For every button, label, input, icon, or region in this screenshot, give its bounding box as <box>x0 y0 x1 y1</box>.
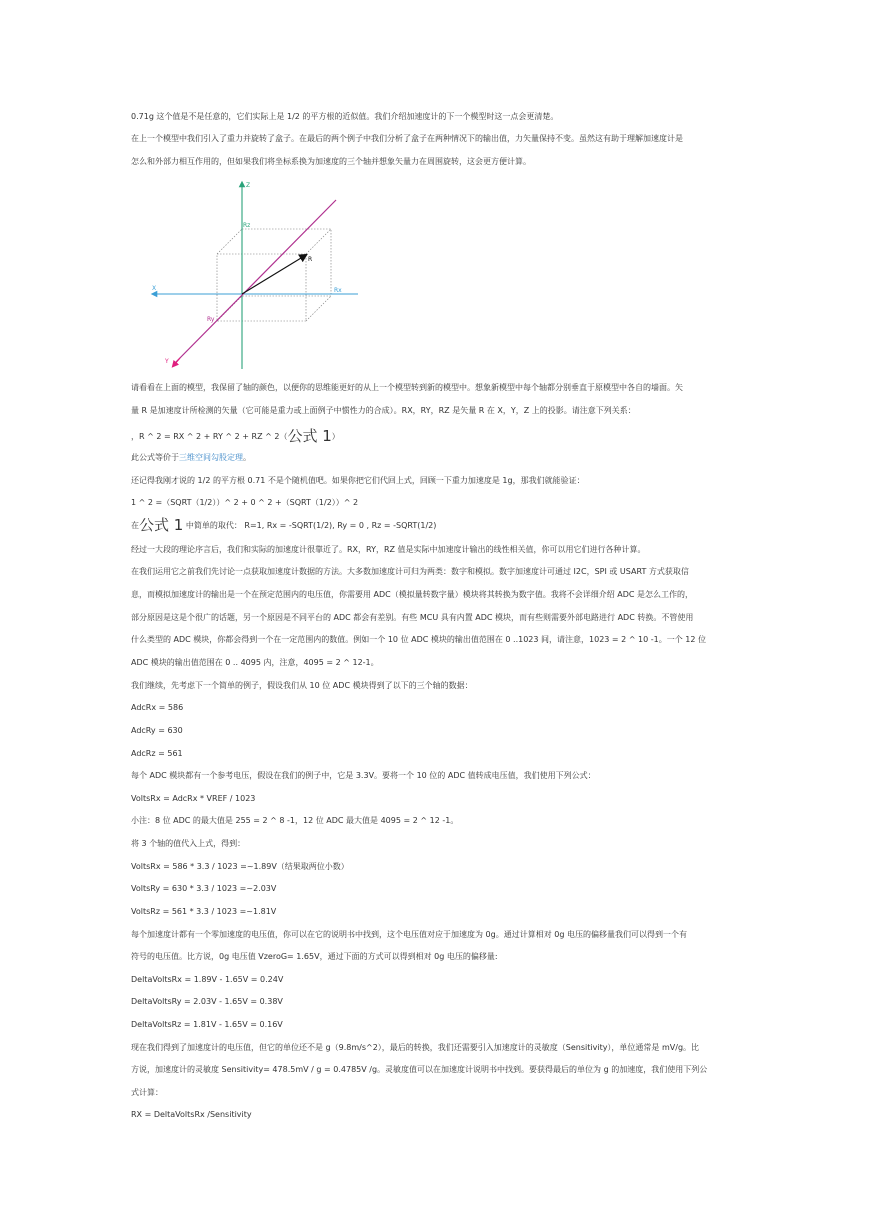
paragraph: 请看看在上面的模型，我保留了轴的颜色，以便你的思维能更好的从上一个模型转到新的模型中。想象新模型中每个轴都分别垂直于原模型中各自的墙面。矢 <box>131 383 683 392</box>
adc-value: AdcRx = 586 <box>131 703 184 712</box>
formula-1 <box>131 427 751 445</box>
rx-label: Rx <box>334 287 342 294</box>
paragraph: 在我们运用它之前我们先讨论一点获取加速度计数据的方法。大多数加速度计可归为两类：数字和模拟。数字加速度计可通过 I2C，SPI 或 USART 方式获取信 <box>131 567 689 576</box>
delta-value: DeltaVoltsRz = 1.81V - 1.65V = 0.16V <box>131 1020 283 1029</box>
paragraph: 量 R 是加速度计所检测的矢量（它可能是重力或上面例子中惯性力的合成）。RX，RY，RZ 是矢量 R 在 X，Y，Z 上的投影。请注意下列关系： <box>131 406 636 415</box>
paragraph: 我们继续，先考虑下一个简单的例子，假设我们从 10 位 ADC 模块得到了以下的三个轴的数据： <box>131 681 473 690</box>
paragraph: 息，而模拟加速度计的输出是一个在预定范围内的电压值，你需要用 ADC（模拟量转数字量）模块将其转换为数字值。我将不会详细介绍 ADC 是怎么工作的， <box>131 590 694 599</box>
y-axis-arrow <box>174 358 180 365</box>
paragraph: 还记得我刚才说的 1/2 的平方根 0.71 不是个随机值吧。如果你把它们代回上式，回顾一下重力加速度是 1g，那我们就能验证： <box>131 476 585 485</box>
ry-label: Ry <box>207 316 215 323</box>
pythagorean-link[interactable]: 三维空间勾股定理 <box>179 453 243 462</box>
volts-value: VoltsRy = 630 * 3.3 / 1023 =~2.03V <box>131 884 277 893</box>
volts-value: VoltsRx = 586 * 3.3 / 1023 =~1.89V（结果取两位小数） <box>131 862 349 871</box>
delta-value: DeltaVoltsRx = 1.89V - 1.65V = 0.24V <box>131 975 284 984</box>
paragraph: 部分原因是这是个很广的话题，另一个原因是不同平台的 ADC 都会有差别。有些 MCU 具有内置 ADC 模块，而有些则需要外部电路进行 ADC 转换。不管使用 <box>131 613 694 622</box>
final-formula: RX = DeltaVoltsRx /Sensitivity <box>131 1110 252 1119</box>
paragraph: 每个 ADC 模块都有一个参考电压，假设在我们的例子中，它是 3.3V。要将一个 10 位的 ADC 值转成电压值，我们使用下列公式： <box>131 771 596 780</box>
r-label: R <box>308 256 313 263</box>
adc-value: AdcRz = 561 <box>131 749 183 758</box>
note: 小注：8 位 ADC 的最大值是 255 = 2 ^ 8 -1，12 位 ADC 最大值是 4095 = 2 ^ 12 -1。 <box>131 816 459 825</box>
r-vector <box>242 255 306 294</box>
text: 。 <box>243 453 251 462</box>
text: 此公式等价于 <box>131 453 179 462</box>
formula-text: ） <box>331 432 340 441</box>
volts-value: VoltsRz = 561 * 3.3 / 1023 =~1.81V <box>131 907 277 916</box>
paragraph: 将 3 个轴的值代入上式，得到： <box>131 839 246 848</box>
formula-text: ，R ^ 2 = RX ^ 2 + RY ^ 2 + RZ ^ 2（ <box>131 432 288 441</box>
paragraph: 什么类型的 ADC 模块，你都会得到一个在一定范围内的数值。例如一个 10 位 ADC 模块的输出值范围在 0 ..1023 间，请注意，1023 = 2 ^ 10 -1。一个 12 位 <box>131 635 707 644</box>
paragraph: 符号的电压值。比方说，0g 电压值 VzeroG= 1.65V，通过下面的方式可以得到相对 0g 电压的偏移量: <box>131 952 498 961</box>
rz-label: Rz <box>243 222 251 229</box>
y-axis <box>173 200 336 365</box>
paragraph: 0.71g 这个值是不是任意的，它们实际上是 1/2 的平方根的近似值。我们介绍加速度计的下一个模型时这一点会更清楚。 <box>131 112 559 121</box>
formula-label: 公式 1 <box>139 516 184 534</box>
paragraph: 式计算： <box>131 1088 163 1097</box>
x-label: X <box>152 285 157 292</box>
paragraph <box>131 453 751 463</box>
paragraph: 怎么和外部力相互作用的，但如果我们将坐标系换为加速度的三个轴并想象矢量力在周围旋转，这会更方便计算。 <box>131 157 531 166</box>
paragraph: 方说，加速度计的灵敏度 Sensitivity= 478.5mV / g = 0.4785V /g。灵敏度值可以在加速度计说明书中找到。要获得最后的单位为 g 的加速度，我们使用下列公 <box>131 1065 708 1074</box>
formula-label: 公式 1 <box>287 427 332 445</box>
paragraph: 现在我们得到了加速度计的电压值，但它的单位还不是 g（9.8m/s^2），最后的转换，我们还需要引入加速度计的灵敏度（Sensitivity），单位通常是 mV/g。比 <box>131 1043 700 1052</box>
z-label: Z <box>246 182 251 189</box>
delta-value: DeltaVoltsRy = 2.03V - 1.65V = 0.38V <box>131 997 283 1006</box>
paragraph: 每个加速度计都有一个零加速度的电压值，你可以在它的说明书中找到，这个电压值对应于加速度为 0g。通过计算相对 0g 电压的偏移量我们可以得到一个有 <box>131 930 687 939</box>
paragraph: ADC 模块的输出值范围在 0 .. 4095 内，注意，4095 = 2 ^ 12-1。 <box>131 658 379 667</box>
formula-2: 1 ^ 2 =（SQRT（1/2））^ 2 + 0 ^ 2 +（SQRT（1/2））^ 2 <box>131 498 359 507</box>
text: 中简单的取代： R=1, Rx = -SQRT(1/2), Ry = 0 , Rz = -SQRT(1/2) <box>183 521 437 530</box>
volts-formula: VoltsRx = AdcRx * VREF / 1023 <box>131 794 256 803</box>
y-label: Y <box>165 358 169 365</box>
text: 在 <box>131 521 139 530</box>
paragraph: 在上一个模型中我们引入了重力并旋转了盒子。在最后的两个例子中我们分析了盒子在两种情况下的输出值，力矢量保持不变。虽然这有助于理解加速度计是 <box>131 134 683 143</box>
substitution <box>131 516 751 534</box>
coordinate-figure <box>140 176 370 371</box>
adc-value: AdcRy = 630 <box>131 726 183 735</box>
paragraph: 经过一大段的理论序言后，我们和实际的加速度计很靠近了。RX，RY，RZ 值是实际中加速度计输出的线性相关值，你可以用它们进行各种计算。 <box>131 545 646 554</box>
